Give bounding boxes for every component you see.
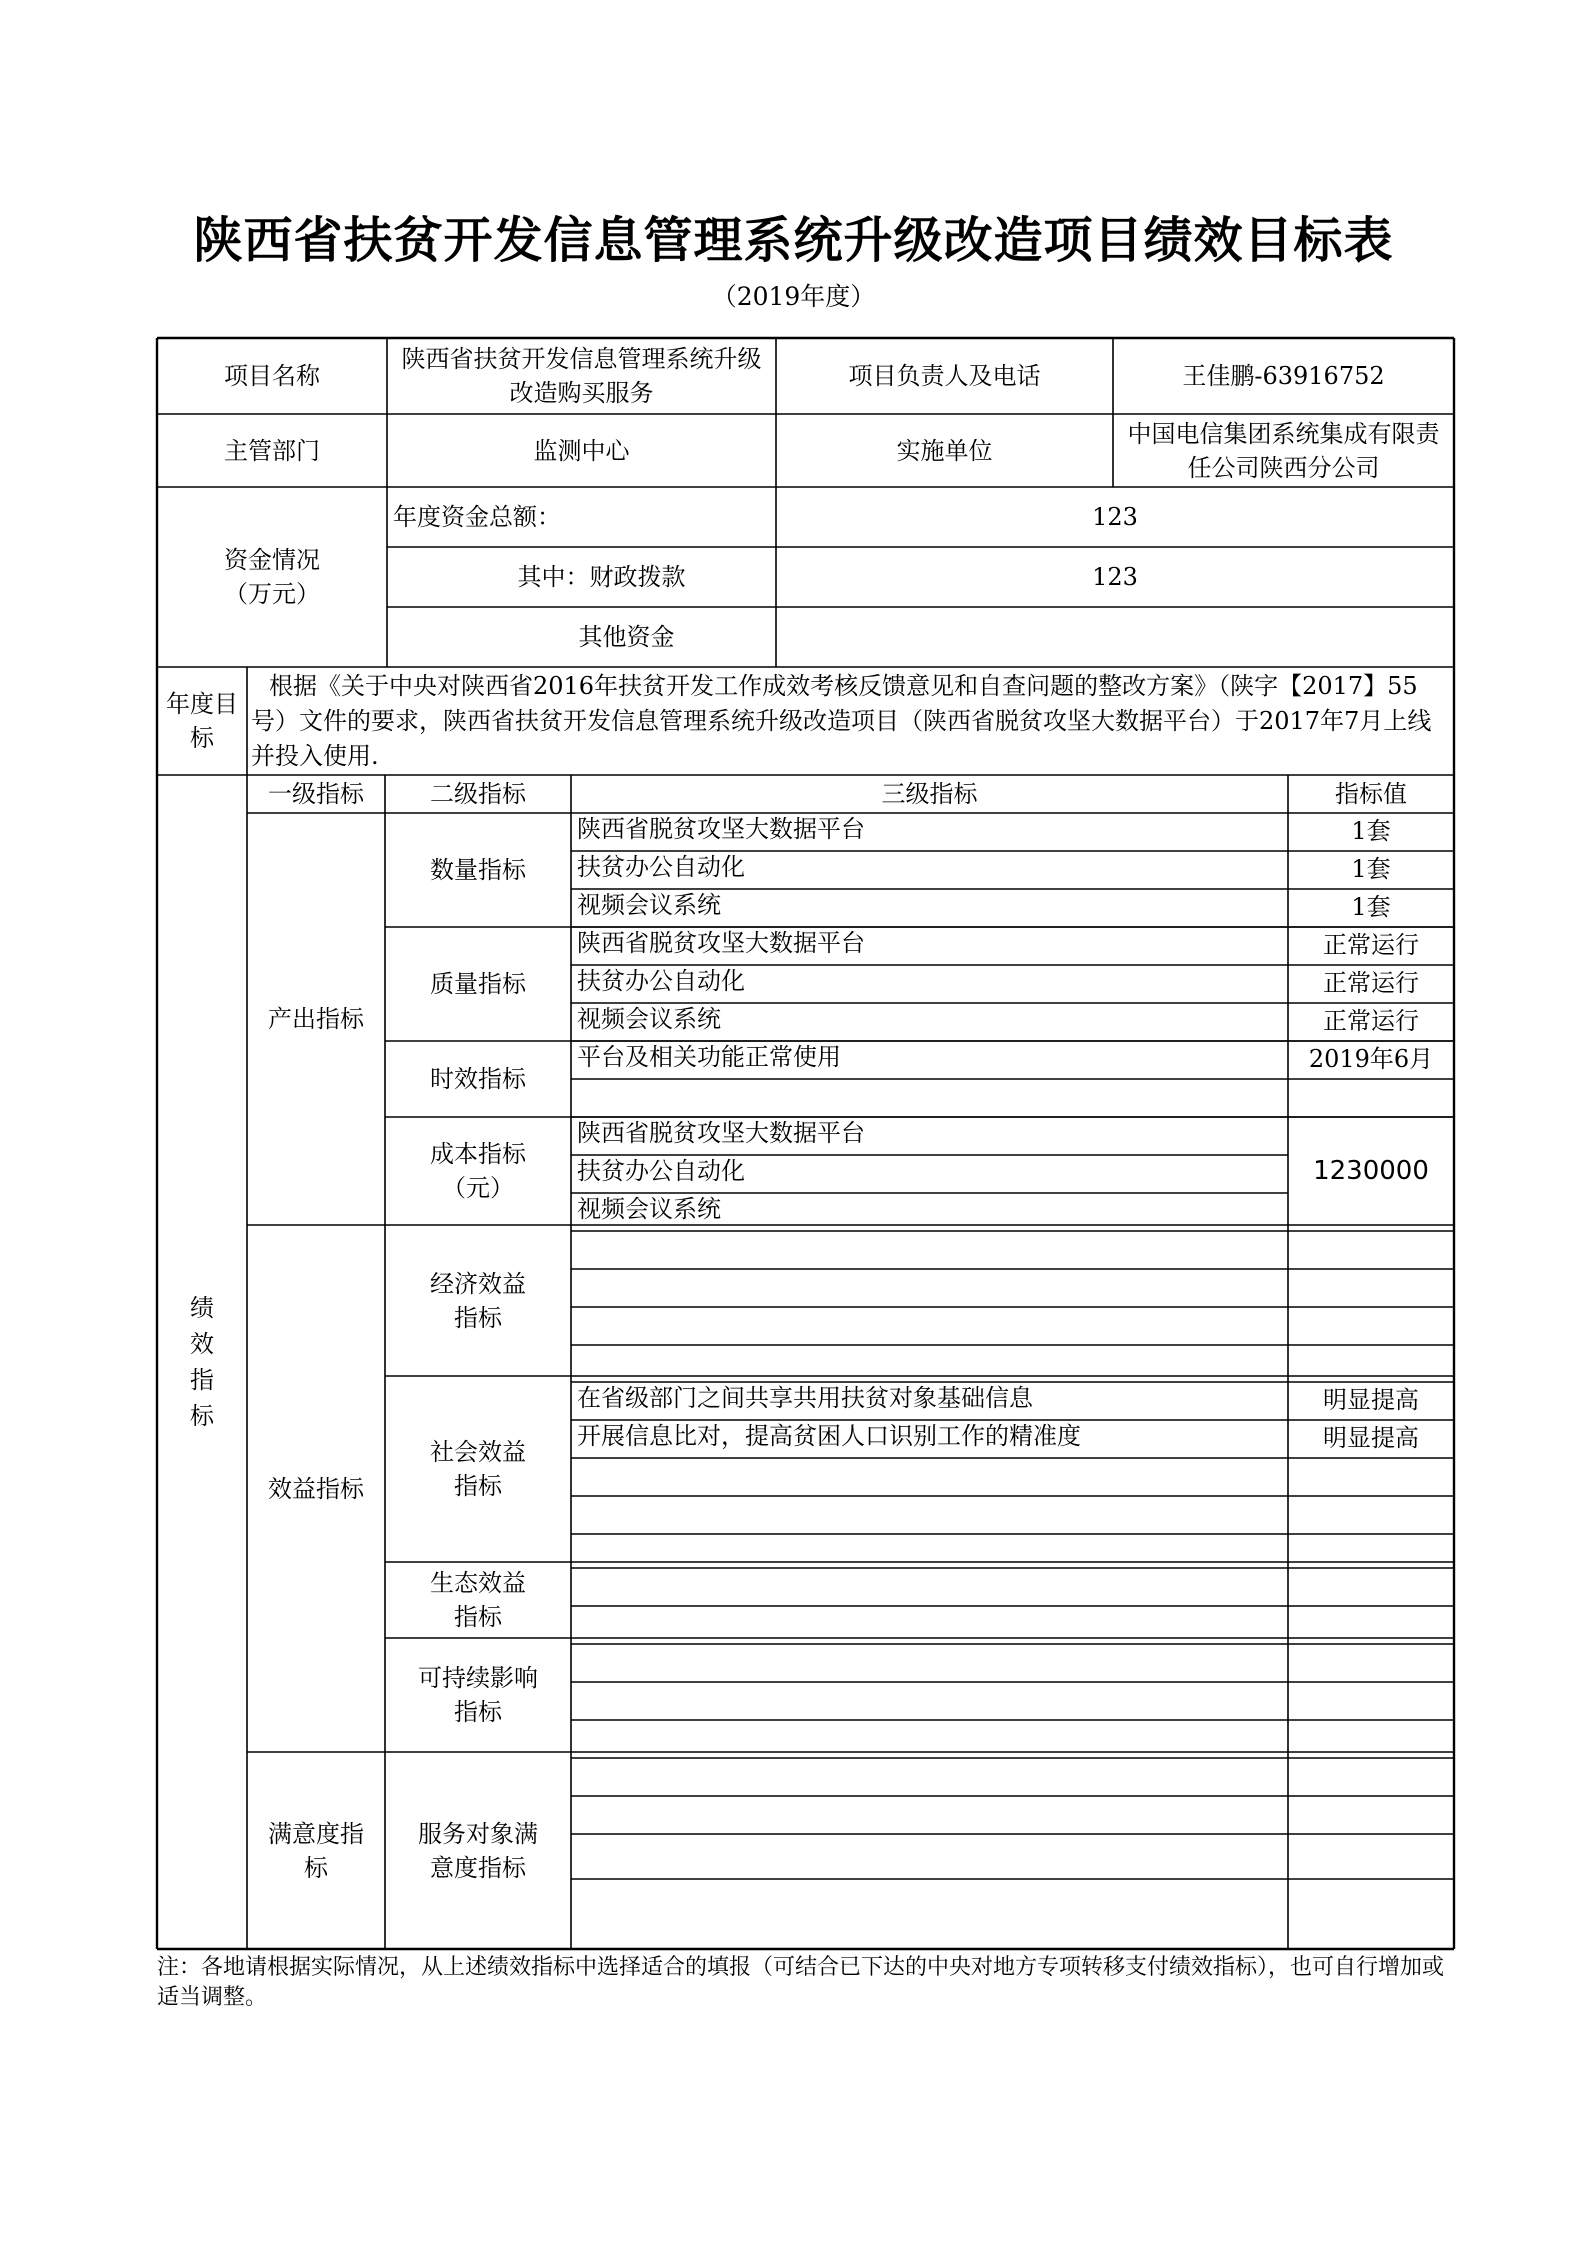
indicators-side-label: 绩效指标 [190, 1294, 214, 1430]
output-indicator: 产出指标 [268, 1005, 364, 1033]
level3-indicator-name [571, 1496, 1288, 1534]
level3-indicator-value [1288, 1796, 1454, 1834]
level3-indicator-name [571, 1606, 1288, 1644]
cost-value: 1230000 [1313, 1156, 1429, 1186]
level3-indicator-value: 1套 [1351, 893, 1391, 921]
sustainable-indicator: 可持续影响指标 [418, 1664, 538, 1726]
benefit-indicator: 效益指标 [268, 1474, 364, 1503]
level3-indicator-name: 平台及相关功能正常使用 [577, 1043, 841, 1071]
col-header-level3: 三级指标 [881, 780, 978, 808]
annual-goal-label: 年度目标 [166, 690, 238, 752]
service-satisfaction-indicator: 服务对象满意度指标 [418, 1819, 538, 1882]
level3-indicator-value [1288, 1834, 1454, 1879]
level3-indicator-value [1288, 1269, 1454, 1307]
level3-indicator-value: 正常运行 [1323, 969, 1419, 997]
page-subtitle: （2019年度） [711, 282, 876, 311]
level3-indicator-value: 正常运行 [1323, 1007, 1419, 1035]
level3-indicator-value [1288, 1458, 1454, 1496]
level3-indicator-value [1288, 1345, 1454, 1382]
level3-indicator-name: 扶贫办公自动化 [577, 853, 745, 881]
level3-indicator-name: 开展信息比对，提高贫困人口识别工作的精准度 [577, 1422, 1081, 1450]
project-name-label: 项目名称 [224, 362, 320, 390]
annual-goal-text: 根据《关于中央对陕西省2016年扶贫开发工作成效考核反馈意见和自查问题的整改方案》（陕字【2017】55号）文件的要求，陕西省扶贫开发信息管理系统升级改造项目（陕西省脱贫攻坚大数据平台）于2017年7月上线并投入使用. [251, 672, 1432, 770]
funds-fiscal-value: 123 [1092, 563, 1138, 591]
funds-total-value: 123 [1092, 503, 1138, 531]
level3-indicator-value [1288, 1307, 1454, 1345]
level3-indicator-name: 视频会议系统 [577, 1005, 721, 1033]
level3-indicator-value: 1套 [1351, 855, 1391, 883]
level3-indicator-name [571, 1079, 1288, 1117]
level3-indicator-value [1288, 1644, 1454, 1682]
level3-indicator-value: 明显提高 [1323, 1386, 1419, 1414]
social-indicator: 社会效益指标 [430, 1438, 526, 1500]
level3-indicator-value [1288, 1534, 1454, 1568]
level3-indicator-value [1288, 1720, 1454, 1758]
manager-label: 项目负责人及电话 [848, 362, 1041, 390]
level3-indicator-name [571, 1644, 1288, 1682]
level3-indicator-name [571, 1682, 1288, 1720]
level3-indicator-value [1288, 1606, 1454, 1644]
quality-indicator: 质量指标 [430, 970, 526, 998]
level3-indicator-value: 明显提高 [1323, 1424, 1419, 1452]
level3-indicator-value [1288, 1758, 1454, 1796]
level3-indicator-name [571, 1269, 1288, 1307]
funds-other-label: 其他资金 [578, 623, 675, 651]
level3-indicator-value [1288, 1231, 1454, 1269]
economic-indicator: 经济效益指标 [430, 1269, 526, 1332]
level3-indicator-name: 陕西省脱贫攻坚大数据平台 [577, 929, 865, 957]
level3-indicator-name: 在省级部门之间共享共用扶贫对象基础信息 [577, 1384, 1033, 1412]
funds-other-value [776, 607, 1454, 667]
level3-indicator-value: 1套 [1351, 817, 1391, 845]
level3-indicator-name: 陕西省脱贫攻坚大数据平台 [577, 815, 865, 843]
dept-value: 监测中心 [533, 436, 630, 465]
quantity-indicator: 数量指标 [430, 856, 526, 884]
impl-label: 实施单位 [896, 436, 993, 465]
level3-indicator-value [1288, 1568, 1454, 1606]
level3-indicator-name [571, 1345, 1288, 1382]
level3-indicator-name [571, 1231, 1288, 1269]
funds-fiscal-label: 其中：财政拨款 [517, 563, 686, 591]
level3-indicator-value [1288, 1496, 1454, 1534]
col-header-level1: 一级指标 [268, 780, 364, 808]
col-header-value: 指标值 [1335, 780, 1407, 808]
satisfaction-indicator: 满意度指标 [268, 1819, 364, 1882]
performance-table [157, 338, 1454, 1949]
level3-indicator-name: 视频会议系统 [577, 1195, 721, 1223]
level3-indicator-name: 扶贫办公自动化 [577, 1157, 745, 1185]
funds-total-label: 年度资金总额： [393, 503, 561, 531]
level3-indicator-value [1288, 1079, 1454, 1117]
level3-indicator-name [571, 1307, 1288, 1345]
level3-indicator-name: 扶贫办公自动化 [577, 967, 745, 995]
level3-indicator-name: 视频会议系统 [577, 891, 721, 919]
page-title: 陕西省扶贫开发信息管理系统升级改造项目绩效目标表 [193, 212, 1394, 269]
timeliness-indicator: 时效指标 [430, 1065, 526, 1093]
level3-indicator-name [571, 1720, 1288, 1758]
level3-indicator-name [571, 1458, 1288, 1496]
level3-indicator-value [1288, 1682, 1454, 1720]
level3-indicator-name [571, 1758, 1288, 1796]
manager-value: 王佳鹏-63916752 [1182, 362, 1385, 390]
col-header-level2: 二级指标 [430, 780, 526, 808]
level3-indicator-name [571, 1568, 1288, 1606]
ecological-indicator: 生态效益指标 [430, 1569, 526, 1631]
level3-indicator-value: 正常运行 [1323, 931, 1419, 959]
footnote: 注：各地请根据实际情况，从上述绩效指标中选择适合的填报（可结合已下达的中央对地方专项转移支付绩效指标），也可自行增加或适当调整。 [157, 1955, 1445, 2010]
level3-indicator-name: 陕西省脱贫攻坚大数据平台 [577, 1119, 865, 1147]
cost-indicator: 成本指标（元） [430, 1140, 526, 1202]
funds-label: 资金情况（万元） [224, 546, 320, 608]
level3-indicator-value: 2019年6月 [1308, 1045, 1434, 1073]
project-name-value: 陕西省扶贫开发信息管理系统升级改造购买服务 [401, 345, 762, 407]
level3-indicator-name [571, 1834, 1288, 1879]
dept-label: 主管部门 [224, 436, 320, 465]
level3-indicator-name [571, 1534, 1288, 1568]
impl-value: 中国电信集团系统集成有限责任公司陕西分公司 [1127, 419, 1440, 482]
level3-indicator-name [571, 1796, 1288, 1834]
